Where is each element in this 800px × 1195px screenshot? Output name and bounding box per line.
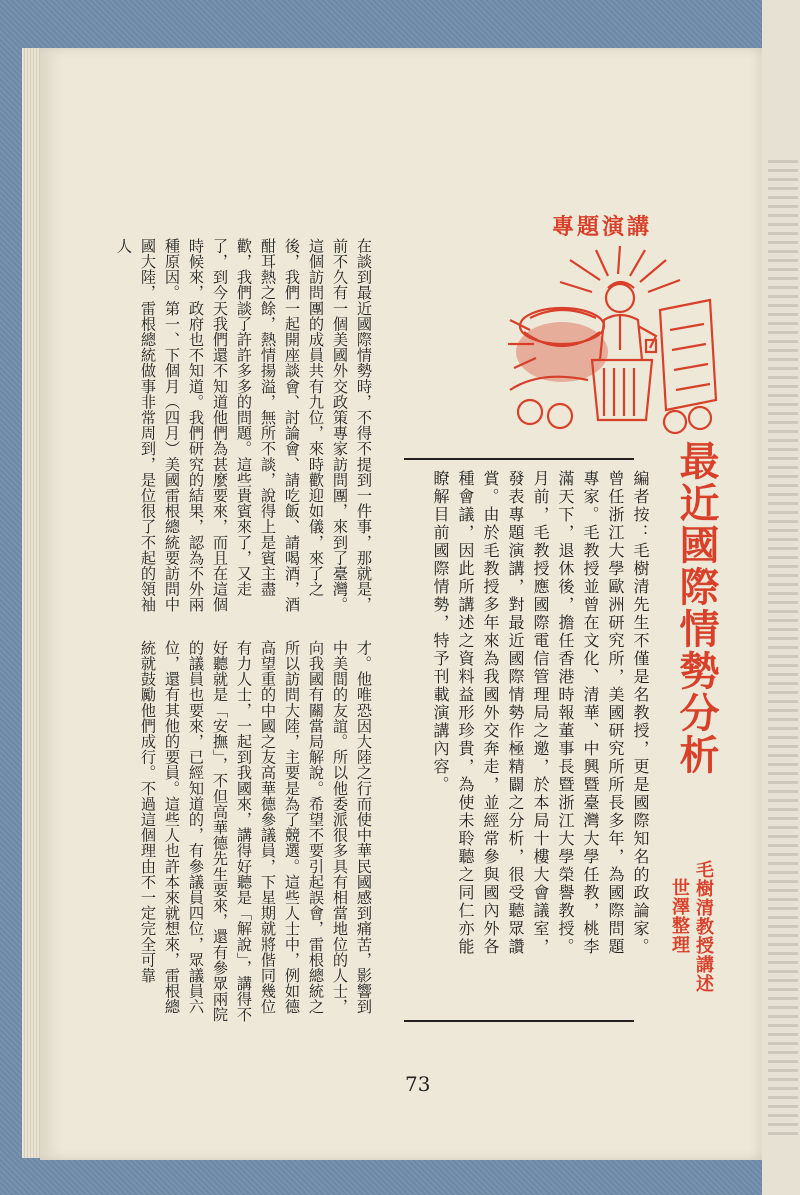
section-label: 專題演講 [552,214,653,240]
speaker-figure [600,282,656,360]
podium [592,360,652,420]
map-board [660,300,716,410]
box-rule-top [404,458,634,460]
editor-note: 編者按：毛樹清先生不僅是名教授，更是國際知名的政論家。曾任浙江大學歐洲研究所，美國研究所所長多年，為國際問題專家。毛教授並曾在文化、清華、中興暨臺灣大學任教，桃李滿天下，退休後，擔任香港時報董事長暨浙江大學榮譽教授。 月前，毛教授應國際電信管理局之邀，於本局十樓大會議室，發表專題演講，對最近國際情勢作極精闢之分析，很受聽眾讚賞。由於毛教授多年來為我國外交奔走，並經常參與國內外各種會議，因此所講述之資料益形珍貴，為使未聆聽之同仁亦能瞭解目前國際情勢，特予刊載演講內容。 [431,470,650,956]
body-text-top: 在談到最近國際情勢時，不得不提到一件事，那就是，前不久有一個美國外交政策專家訪問團，來到了臺灣。這個訪問團的成員共有九位，來時歡迎如儀，來了之後，我們一起開座談會、討論會、請吃飯、請喝酒，酒酣耳熱之餘，熱情揚溢，無所不談，說得上是賓主盡歡，我們談了許許多多的問題。這些貴賓來了，又走了，到今天我們還不知道他們為甚麼要來，而且在這個時候來，政府也不知道。我們研究的結果，認為不外兩種原因。第一、下個月（四月）美國雷根總統要訪問中國大陸，雷根總統做事非常周到，是位很了不起的領袖人 [115,238,373,613]
byline-editor: 世澤整理 [669,878,690,954]
byline-speaker: 毛樹清教授講述 [693,860,714,993]
page-number: 73 [405,1072,431,1096]
article-title: 最近國際情勢分析 [673,440,719,776]
body-text-bottom: 才。他唯恐因大陸之行而使中華民國感到痛苦，影響到中美間的友誼。所以他委派很多具有相當地位的人士，向我國有關當局解說。希望不要引起誤會，雷根總統之所以訪問大陸，主要是為了競選。這些人士中，例如德高望重的中國之友高華德參議員，下星期就將偕同幾位有力人士，一起到我國來，講得好聽是「解說」，講得不好聽就是「安撫」，不但高華德先生要來，還有參眾兩院的議員也要來，已經知道的，有參議員四位，眾議員六位，還有其他的要員。這些人也許本來就想來，雷根總統就鼓勵他們成行。不過這個理由不一定完全可靠 [139,640,373,1023]
adjacent-page-strip [762,0,800,1195]
audience [510,377,711,433]
adjacent-page-text-bleed [768,160,798,1140]
box-rule-bottom [404,1020,634,1022]
lecture-illustration [500,240,722,440]
